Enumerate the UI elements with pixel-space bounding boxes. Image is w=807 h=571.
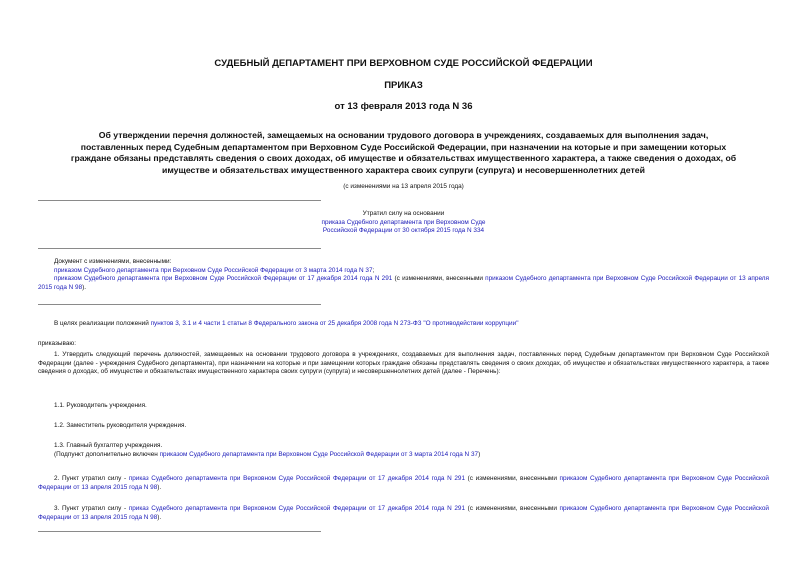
invalid-notice: [0, 210, 807, 236]
paragraph-3-link-2[interactable]: приказом Судебного департамента при Верховном Суде Российской Федерации от 13 апреля 2015 года N 98: [38, 505, 769, 521]
list-item-3: 1.3. Главный бухгалтер учреждения. (Подпункт дополнительно включен приказом Судебного департамента при Верховном Суде Российской Федерации от 3 марта 2014 года N 37): [38, 442, 785, 459]
amendment-link-2[interactable]: приказом Судебного департамента при Верховном Суде Российской Федерации от 17 декабря 2014 года N 291: [54, 275, 393, 283]
document-title: Об утверждении перечня должностей, замещаемых на основании трудового договора в учреждениях, создаваемых для выполнения задач, поставленных перед Судебным департаментом при Верховном Суде Российской Федерации, при назначении на которые и при замещении которых граждане обязаны представлять сведения о своих доходах, об имуществе и обязательствах имущественного характера, а также сведения о доходах, об имуществе и обязательствах имущественного характера своих супруги (супруга) и несовершеннолетних детей: [70, 130, 737, 175]
divider: [38, 304, 321, 305]
paragraph-2-link-2[interactable]: приказом Судебного департамента при Верховном Суде Российской Федерации от 13 апреля 2015 года N 98: [38, 475, 769, 491]
amendments-intro: Документ с изменениями, внесенными:: [54, 258, 172, 265]
org-heading: СУДЕБНЫЙ ДЕПАРТАМЕНТ ПРИ ВЕРХОВНОМ СУДЕ РОССИЙСКОЙ ФЕДЕРАЦИИ: [214, 58, 593, 69]
paragraph-3-link-1[interactable]: приказ Судебного департамента при Верховном Суде Российской Федерации от 17 декабря 2014 года N 291: [128, 505, 466, 512]
preamble-law-link[interactable]: пунктов 3, 3.1 и 4 части 1 статьи 8 Федерального закона от 25 декабря 2008 года N 273-ФЗ "О противодействии коррупции": [150, 320, 519, 327]
amendment-item-1: приказом Судебного департамента при Верховном Суде Российской Федерации от 3 марта 2014 года N 37;: [54, 266, 375, 274]
date-number-heading: от 13 февраля 2013 года N 36: [334, 101, 473, 112]
amendment-link-3[interactable]: приказом Судебного департамента при Верховном Суде Российской Федерации от 13 апреля 2015 года N 98: [38, 275, 769, 291]
invalid-notice-link-line1[interactable]: приказа Судебного департамента при Верховном Суде: [321, 218, 486, 226]
amended-note: (с изменениями на 13 апреля 2015 года): [343, 183, 464, 190]
divider: [38, 248, 321, 249]
amendment-link-1[interactable]: приказом Судебного департамента при Верховном Суде Российской Федерации от 3 марта 2014 года N 37: [54, 266, 373, 274]
amendment-item-2: приказом Судебного департамента при Верховном Суде Российской Федерации от 17 декабря 2014 года N 291 (с изменениями, внесенными приказом Судебного департамента при Верховном Суде Российской Федерации от 13 апреля 2015 года N 98).: [38, 275, 769, 291]
paragraph-3: 3. Пункт утратил силу - приказ Судебного департамента при Верховном Суде Российской Федерации от 17 декабря 2014 года N 291 (с изменениями, внесенными приказом Судебного департамента при Верховном Суде Российской Федерации от 13 апреля 2015 года N 98).: [38, 505, 769, 521]
divider: [38, 531, 321, 532]
doc-type-heading: ПРИКАЗ: [384, 80, 423, 91]
paragraph-2: 2. Пункт утратил силу - приказ Судебного департамента при Верховном Суде Российской Федерации от 17 декабря 2014 года N 291 (с изменениями, внесенными приказом Судебного департамента при Верховном Суде Российской Федерации от 13 апреля 2015 года N 98).: [38, 475, 769, 491]
order-word: приказываю:: [38, 340, 76, 347]
paragraph-1: 1. Утвердить следующий перечень должностей, замещаемых на основании трудового договора в учреждениях, создаваемых для выполнения задач, поставленных перед Судебным департаментом при Верховном Суде Российской Федерации (далее - учреждения Судебного департамента), при назначении на которые и при замещении которых граждане обязаны представлять сведения о своих доходах, об имуществе и обязательствах имущественного характера, а также сведения о доходах, об имуществе и обязательствах имущественного характера своих супруги (супруга) и несовершеннолетних детей (далее - Перечень):: [38, 351, 769, 376]
invalid-notice-text: Утратил силу на основании: [362, 210, 445, 217]
list-item-1: 1.1. Руководитель учреждения.: [54, 402, 147, 409]
list-item-3-note: (Подпункт дополнительно включен приказом Судебного департамента при Верховном Суде Российской Федерации от 3 марта 2014 года N 37): [54, 450, 481, 458]
preamble: В целях реализации положений пунктов 3, 3.1 и 4 части 1 статьи 8 Федерального закона от 25 декабря 2008 года N 273-ФЗ "О противодействии коррупции": [54, 320, 519, 327]
list-item-2: 1.2. Заместитель руководителя учреждения.: [54, 422, 187, 429]
amendments-block: [38, 258, 769, 292]
invalid-notice-link-line2[interactable]: Российской Федерации от 30 октября 2015 года N 334: [322, 227, 485, 235]
list-item-3-note-link[interactable]: приказом Судебного департамента при Верховном Суде Российской Федерации от 3 марта 2014 года N 37: [159, 450, 479, 458]
divider: [38, 200, 321, 201]
paragraph-2-link-1[interactable]: приказ Судебного департамента при Верховном Суде Российской Федерации от 17 декабря 2014 года N 291: [128, 475, 466, 482]
